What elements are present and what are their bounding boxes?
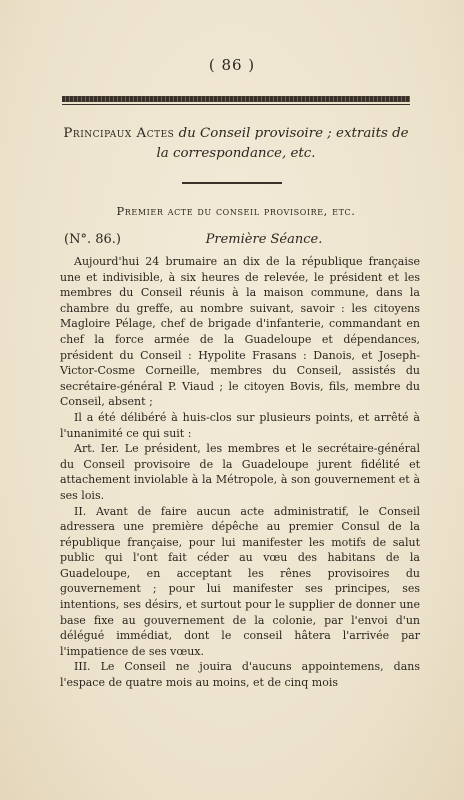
- session-line: [64, 232, 424, 247]
- session-number: (N°. 86.): [64, 232, 121, 247]
- subheading: Premier acte du conseil provisoire, etc.: [116, 204, 356, 218]
- ornamental-rule-thin: [62, 104, 410, 105]
- body-text: [60, 254, 420, 691]
- session-title: Première Séance.: [205, 232, 323, 247]
- heading-part-1: Principaux Actes: [63, 126, 175, 141]
- section-heading: [56, 124, 416, 164]
- paragraph: Il a été délibéré à huis-clos sur plusieurs points, et arrêté à l'unanimité ce qui suit :: [60, 410, 420, 440]
- page-number: ( 86 ): [208, 56, 256, 74]
- paragraph: Art. Ier. Le président, les membres et le secrétaire-général du Conseil provisoire de la Guadeloupe jurent fidélité et attachement inviolable à la Métropole, à son gouvernement et à ses lois.: [60, 442, 420, 502]
- paragraph: II. Avant de faire aucun acte administratif, le Conseil adressera une première dépêche au premier Consul de la république française, pour lui manifester les motifs de salut public qui l'ont fait céder au vœu des habitans de la Guadeloupe, en acceptant les rênes provisoires du gouvernement ; pour lui manifester ses principes, ses intentions, ses désirs, et surtout pour le supplier de donner une base fixe au gouvernement de la colonie, par l'envoi d'un délégué immédiat, dont le conseil hâtera l'arrivée par l'impatience de ses vœux.: [60, 504, 420, 658]
- heading-part-2: du Conseil provisoire ; extraits de la correspondance, etc.: [156, 126, 409, 161]
- separator-rule: [182, 182, 282, 184]
- paragraph: III. Le Conseil ne jouira d'aucuns appointemens, dans l'espace de quatre mois au moins, et de cinq mois: [60, 660, 420, 690]
- paragraph: Aujourd'hui 24 brumaire an dix de la république française une et indivisible, à six heures de relevée, le président et les membres du Conseil réunis à la maison commune, dans la chambre du greffe, au nombre suivant, savoir : les citoyens Magloire Pélage, chef de brigade d'infanterie, commandant en chef la force armée de la Guadeloupe et dépendances, président du Conseil : Hypolite Frasans : Danois, et Joseph-Victor-Cosme Corneille, membres du Conseil, assistés du secrétaire-général P. Viaud ; le citoyen Bovis, fils, membre du Conseil, absent ;: [60, 255, 420, 409]
- ornamental-rule: [62, 96, 410, 102]
